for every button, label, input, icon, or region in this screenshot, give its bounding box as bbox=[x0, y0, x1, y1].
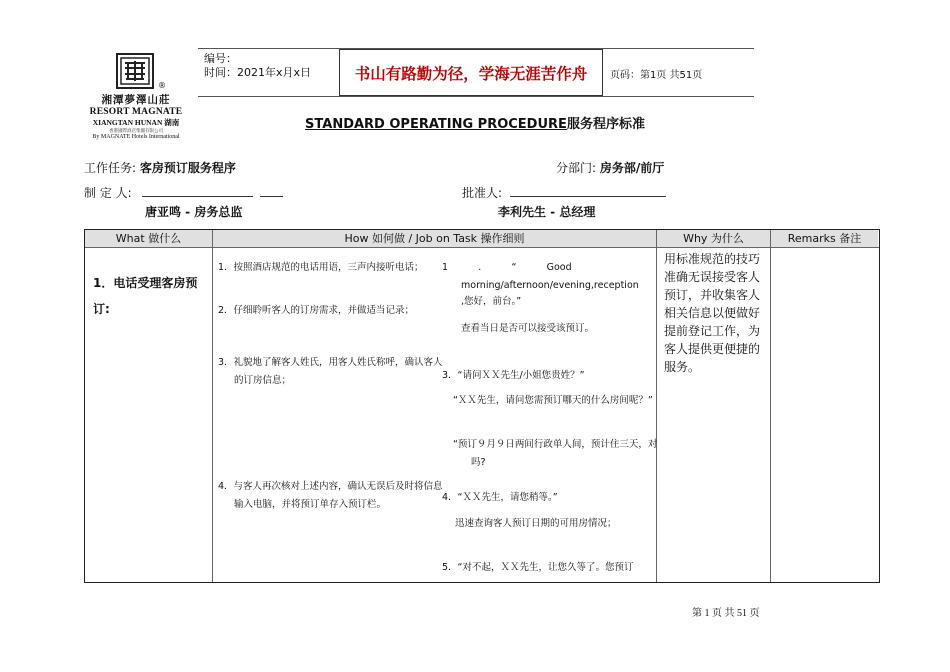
header-how: How 如何做 / Job on Task 操作细则 bbox=[213, 230, 656, 247]
maker-date-line bbox=[260, 186, 283, 197]
header-divider bbox=[85, 247, 879, 248]
how-detail: “ＸＸ先生，请问您需预订哪天的什么房间呢？” bbox=[453, 395, 653, 406]
page-counter: 页码：第1页 共51页 bbox=[610, 70, 703, 81]
department-row bbox=[556, 159, 664, 176]
title-english: STANDARD OPERATING PROCEDURE bbox=[305, 117, 567, 132]
sop-table bbox=[84, 229, 880, 583]
registered-mark: ® bbox=[158, 81, 166, 90]
how-step: 1．按照酒店规范的电话用语，三声内接听电话； bbox=[218, 262, 424, 273]
how-detail: 迅速查询客人预订日期的可用房情况； bbox=[455, 518, 617, 529]
department-label: 分部门: bbox=[556, 161, 597, 175]
logo-byline: By MAGNATE Hotels International bbox=[92, 134, 180, 140]
how-detail: 查看当日是否可以接受该预订。 bbox=[461, 323, 595, 334]
maker-signature-line bbox=[142, 186, 253, 197]
document-title bbox=[0, 113, 950, 132]
how-detail: 5．“对不起，ＸＸ先生，让您久等了。您预订 bbox=[442, 562, 634, 573]
header-what: What 做什么 bbox=[85, 230, 212, 247]
why-cell: 用标准规范的技巧准确无误接受客人预订，并收集客人相关信息以便做好提前登记工作，为客人提供更便捷的服务。 bbox=[664, 252, 761, 374]
column-divider bbox=[212, 230, 213, 582]
motto-text: 书山有路勤为径，学海无涯苦作舟 bbox=[354, 63, 588, 83]
how-detail: ,您好，前台。” bbox=[461, 296, 522, 307]
header-remarks: Remarks 备注 bbox=[771, 230, 878, 247]
how-detail: 1 . “ Good bbox=[442, 262, 572, 273]
how-step: 3．礼貌地了解客人姓氏，用客人姓氏称呼，确认客人的订房信息； bbox=[218, 357, 443, 386]
how-step: 4．与客人再次核对上述内容，确认无误后及时将信息输入电脑，并将预订单存入预订栏。 bbox=[218, 481, 443, 510]
task-row bbox=[84, 159, 236, 176]
what-cell: 1．电话受理客房预订: bbox=[93, 276, 198, 316]
logo-group-name: 香港國際酒店集團有限公司 bbox=[109, 129, 163, 134]
header-why: Why 为什么 bbox=[657, 230, 770, 247]
how-detail: morning/afternoon/evening,reception bbox=[461, 280, 639, 291]
maker-name: 唐亚鸣 - 房务总监 bbox=[145, 205, 243, 219]
task-label: 工作任务: bbox=[84, 161, 137, 175]
approver-signature-line bbox=[510, 186, 666, 197]
title-chinese: 服务程序标准 bbox=[566, 117, 645, 132]
how-detail: 4．“ＸＸ先生，请您稍等。” bbox=[442, 492, 558, 503]
document-date: 时间：2021年x月x日 bbox=[204, 66, 312, 79]
approver-row bbox=[462, 184, 666, 201]
document-number-label: 编号： bbox=[204, 52, 237, 65]
header-bottom-rule bbox=[198, 96, 754, 97]
approver-label: 批准人: bbox=[462, 186, 503, 200]
maker-row bbox=[84, 184, 283, 201]
how-detail: 3．“请问ＸＸ先生/小姐您贵姓？” bbox=[442, 370, 585, 381]
motto-box bbox=[339, 49, 603, 96]
how-detail: “预订９月９日两间行政单人间，预计住三天，对吗? bbox=[453, 439, 658, 468]
maker-label: 制 定 人: bbox=[84, 186, 132, 200]
logo-chinese-name: 湘潭夢澤山莊 bbox=[101, 94, 171, 106]
column-divider bbox=[770, 230, 771, 582]
logo-english-name: RESORT MAGNATE bbox=[89, 107, 183, 117]
department-value: 房务部/前厅 bbox=[599, 161, 665, 175]
logo-location: XIANGTAN HUNAN 湖南 bbox=[92, 118, 180, 127]
approver-name: 李利先生 - 总经理 bbox=[498, 205, 596, 219]
task-value: 客房预订服务程序 bbox=[139, 161, 236, 175]
logo-emblem-icon bbox=[116, 53, 154, 89]
how-step: 2．仔细聆听客人的订房需求，并做适当记录； bbox=[218, 305, 415, 316]
page-footer: 第 1 页 共 51 页 bbox=[692, 608, 760, 619]
